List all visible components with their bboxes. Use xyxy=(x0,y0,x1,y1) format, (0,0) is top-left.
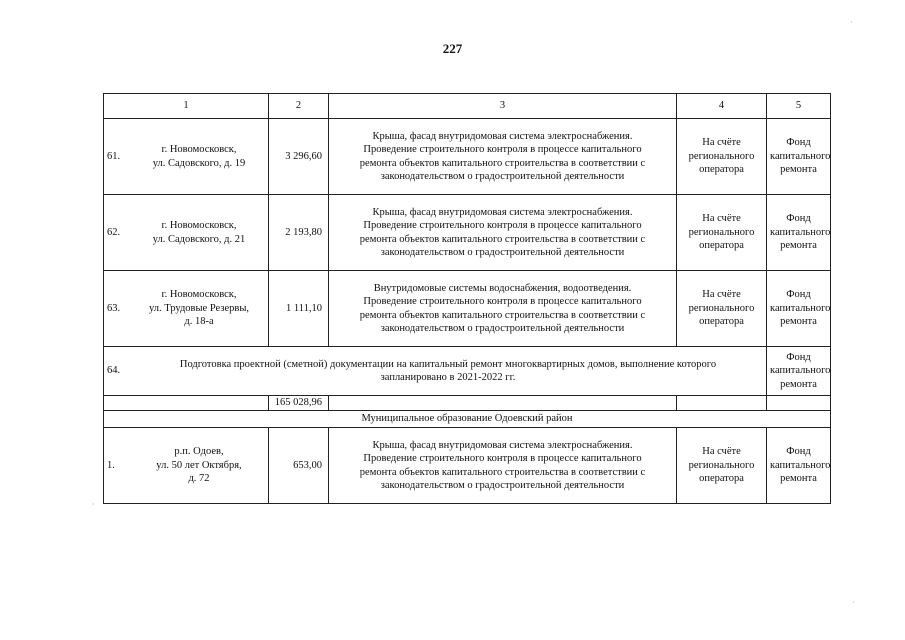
project-documentation-cell xyxy=(104,347,767,396)
total-row xyxy=(104,396,831,411)
fund-cell xyxy=(767,119,831,195)
municipality-heading: Муниципальное образование Одоевский район xyxy=(104,411,831,428)
fund-cell xyxy=(767,428,831,504)
column-header: 4 xyxy=(677,94,767,119)
work-line: законодательством о градостроительной деятельности xyxy=(380,171,625,182)
account-line: оператора xyxy=(699,473,744,485)
cost-cell: 3 296,60 xyxy=(269,119,329,195)
account-line: На счёте xyxy=(702,213,741,225)
work-line: Проведение строительного контроля в процессе капитального xyxy=(363,296,642,307)
account-line: На счёте xyxy=(702,289,741,301)
account-line: регионального xyxy=(688,150,755,162)
table-row xyxy=(104,195,831,271)
row-index: 1. xyxy=(107,459,115,471)
work-line: ремонта объектов капитального строительства в соответствии с xyxy=(359,466,646,478)
work-cell xyxy=(329,271,677,347)
work-line: Крыша, фасад внутридомовая система электроснабжения. xyxy=(372,206,633,218)
account-line: регионального xyxy=(688,459,755,471)
table-row xyxy=(104,347,831,396)
fund-line: капитального xyxy=(770,302,831,314)
fund-line: капитального xyxy=(770,150,831,162)
fund-line: ремонта xyxy=(780,164,817,176)
work-line: законодательством о градостроительной деятельности xyxy=(380,323,625,334)
column-header: 1 xyxy=(104,94,269,119)
fund-cell xyxy=(767,347,831,396)
project-documentation-line: Подготовка проектной (сметной) документации на капитальный ремонт многоквартирных домов, выполнение которого xyxy=(179,358,717,370)
account-cell xyxy=(677,428,767,504)
address-line: г. Новомосковск, xyxy=(161,144,237,155)
address-line: г. Новомосковск, xyxy=(161,220,237,231)
address-cell xyxy=(104,195,269,271)
work-line: Внутридомовые системы водоснабжения, водоотведения. xyxy=(373,282,632,294)
row-index: 64. xyxy=(107,365,121,377)
work-line: законодательством о градостроительной деятельности xyxy=(380,480,625,491)
cost-cell: 2 193,80 xyxy=(269,195,329,271)
account-cell xyxy=(677,119,767,195)
account-line: На счёте xyxy=(702,446,741,458)
work-cell xyxy=(329,428,677,504)
work-line: Проведение строительного контроля в процессе капитального xyxy=(363,144,642,155)
table-header-row xyxy=(104,94,831,119)
empty-cell xyxy=(767,396,831,411)
fund-cell xyxy=(767,195,831,271)
fund-line: Фонд xyxy=(786,289,811,301)
table-row xyxy=(104,119,831,195)
fund-line: ремонта xyxy=(780,240,817,252)
fund-line: капитального xyxy=(770,459,831,471)
work-line: ремонта объектов капитального строительства в соответствии с xyxy=(359,233,646,245)
account-line: оператора xyxy=(699,164,744,176)
account-line: регионального xyxy=(688,226,755,238)
fund-line: Фонд xyxy=(786,446,811,458)
account-cell xyxy=(677,271,767,347)
scan-speck: · xyxy=(850,18,853,27)
fund-line: капитального xyxy=(770,365,831,377)
account-cell xyxy=(677,195,767,271)
fund-line: капитального xyxy=(770,226,831,238)
address-line: ул. Садовского, д. 21 xyxy=(152,233,246,245)
row-index: 63. xyxy=(107,302,121,314)
address-line: ул. Трудовые Резервы, xyxy=(148,302,250,314)
row-index: 62. xyxy=(107,226,121,238)
address-cell xyxy=(104,271,269,347)
fund-line: Фонд xyxy=(786,351,811,363)
work-line: ремонта объектов капитального строительства в соответствии с xyxy=(359,157,646,169)
address-line: г. Новомосковск, xyxy=(161,289,237,301)
empty-cell xyxy=(104,396,269,411)
table-row xyxy=(104,271,831,347)
address-line: д. 18-а xyxy=(184,316,214,328)
fund-line: Фонд xyxy=(786,213,811,225)
address-line: д. 72 xyxy=(188,473,210,485)
address-cell xyxy=(104,428,269,504)
work-line: Крыша, фасад внутридомовая система электроснабжения. xyxy=(372,439,633,451)
fund-line: ремонта xyxy=(780,316,817,328)
column-header: 5 xyxy=(767,94,831,119)
column-header: 2 xyxy=(269,94,329,119)
scan-speck: · xyxy=(92,500,95,509)
work-line: Крыша, фасад внутридомовая система электроснабжения. xyxy=(372,130,633,142)
scan-speck: · xyxy=(852,598,855,607)
address-line: ул. 50 лет Октября, xyxy=(156,459,242,471)
row-index: 61. xyxy=(107,150,121,162)
fund-line: Фонд xyxy=(786,137,811,149)
work-line: ремонта объектов капитального строительства в соответствии с xyxy=(359,309,646,321)
fund-line: ремонта xyxy=(780,378,817,390)
work-cell xyxy=(329,195,677,271)
table-row xyxy=(104,428,831,504)
work-cell xyxy=(329,119,677,195)
fund-cell xyxy=(767,271,831,347)
address-cell xyxy=(104,119,269,195)
cost-cell: 653,00 xyxy=(269,428,329,504)
municipality-row xyxy=(104,411,831,428)
account-line: оператора xyxy=(699,316,744,328)
cost-cell: 1 111,10 xyxy=(269,271,329,347)
column-header: 3 xyxy=(329,94,677,119)
total-cost-cell: 165 028,96 xyxy=(269,396,329,411)
capital-repair-table xyxy=(103,93,831,504)
empty-cell xyxy=(677,396,767,411)
work-line: Проведение строительного контроля в процессе капитального xyxy=(363,220,642,231)
address-line: р.п. Одоев, xyxy=(174,446,224,458)
address-line: ул. Садовского, д. 19 xyxy=(152,157,246,169)
account-line: оператора xyxy=(699,240,744,252)
account-line: регионального xyxy=(688,302,755,314)
account-line: На счёте xyxy=(702,137,741,149)
empty-cell xyxy=(329,396,677,411)
fund-line: ремонта xyxy=(780,473,817,485)
work-line: законодательством о градостроительной деятельности xyxy=(380,247,625,258)
project-documentation-line: запланировано в 2021-2022 гг. xyxy=(380,372,516,383)
page-number: 227 xyxy=(442,41,463,56)
work-line: Проведение строительного контроля в процессе капитального xyxy=(363,453,642,464)
